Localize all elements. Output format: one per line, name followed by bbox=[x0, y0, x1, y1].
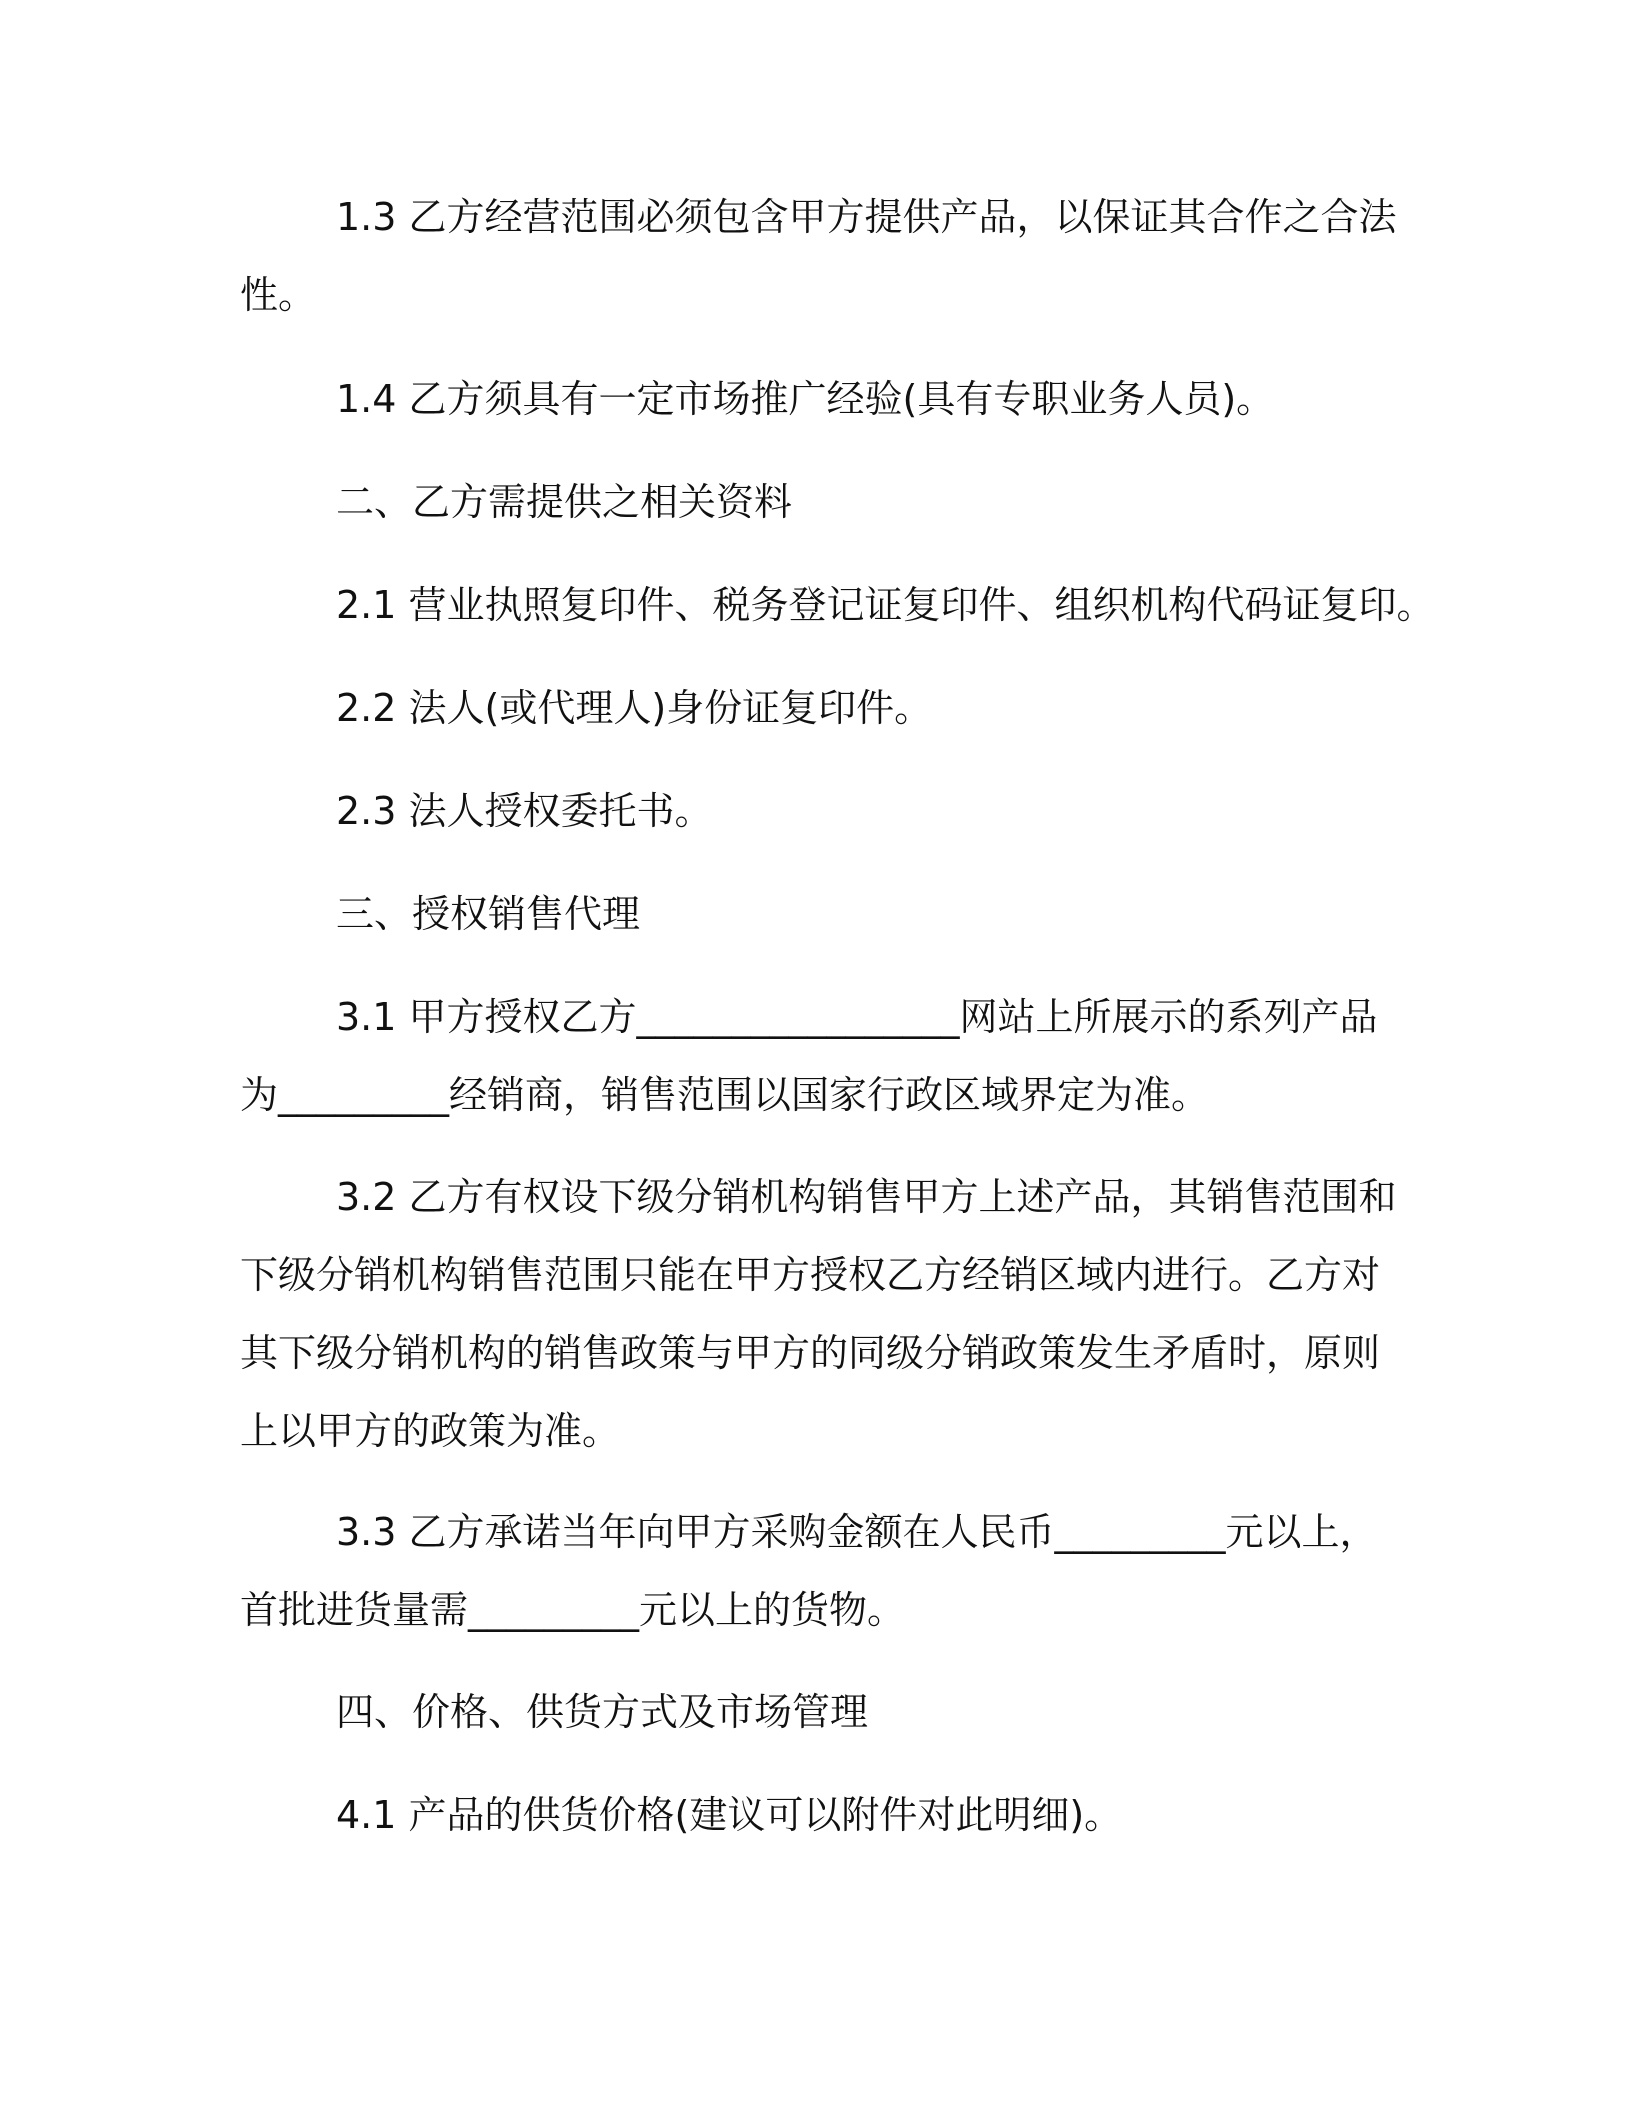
clause-4-1 bbox=[240, 1776, 1390, 1854]
clause-3-2-line-1: 3.2 乙方有权设下级分销机构销售甲方上述产品，其销售范围和 bbox=[336, 1175, 1397, 1219]
clause-3-1-line-2: 为_________经销商，销售范围以国家行政区域界定为准。 bbox=[240, 1073, 1210, 1117]
clause-2-3-line-1: 2.3 法人授权委托书。 bbox=[336, 789, 713, 833]
section-heading-2 bbox=[240, 463, 1390, 541]
section-heading-4-text: 四、价格、供货方式及市场管理 bbox=[336, 1690, 869, 1734]
clause-2-1-line-1: 2.1 营业执照复印件、税务登记证复印件、组织机构代码证复印。 bbox=[336, 583, 1435, 627]
clause-3-2-line-2: 下级分销机构销售范围只能在甲方授权乙方经销区域内进行。乙方对 bbox=[240, 1253, 1381, 1297]
clause-3-2 bbox=[240, 1158, 1397, 1470]
section-heading-3-text: 三、授权销售代理 bbox=[336, 892, 641, 936]
clause-1-4-line-1: 1.4 乙方须具有一定市场推广经验(具有专职业务人员)。 bbox=[336, 377, 1275, 421]
clause-2-1 bbox=[240, 566, 1435, 644]
clause-3-1-line-1: 3.1 甲方授权乙方_________________网站上所展示的系列产品 bbox=[336, 995, 1378, 1039]
clause-3-3-line-1: 3.3 乙方承诺当年向甲方采购金额在人民币_________元以上， bbox=[336, 1510, 1378, 1554]
clause-4-1-line-1: 4.1 产品的供货价格(建议可以附件对此明细)。 bbox=[336, 1793, 1123, 1837]
clause-3-1 bbox=[240, 978, 1390, 1134]
clause-2-3 bbox=[240, 772, 1390, 850]
clause-1-3-line-2: 性。 bbox=[240, 273, 317, 317]
section-heading-3 bbox=[240, 875, 1390, 953]
clause-1-4 bbox=[240, 360, 1390, 438]
clause-3-3 bbox=[240, 1493, 1390, 1649]
clause-1-3 bbox=[240, 178, 1397, 334]
clause-1-3-line-1: 1.3 乙方经营范围必须包含甲方提供产品，以保证其合作之合法 bbox=[336, 195, 1397, 239]
clause-2-2 bbox=[240, 669, 1390, 747]
section-heading-2-text: 二、乙方需提供之相关资料 bbox=[336, 480, 793, 524]
clause-3-3-line-2: 首批进货量需_________元以上的货物。 bbox=[240, 1588, 906, 1632]
clause-2-2-line-1: 2.2 法人(或代理人)身份证复印件。 bbox=[336, 686, 933, 730]
clause-3-2-line-4: 上以甲方的政策为准。 bbox=[240, 1409, 621, 1453]
section-heading-4 bbox=[240, 1673, 1390, 1751]
clause-3-2-line-3: 其下级分销机构的销售政策与甲方的同级分销政策发生矛盾时，原则 bbox=[240, 1331, 1381, 1375]
